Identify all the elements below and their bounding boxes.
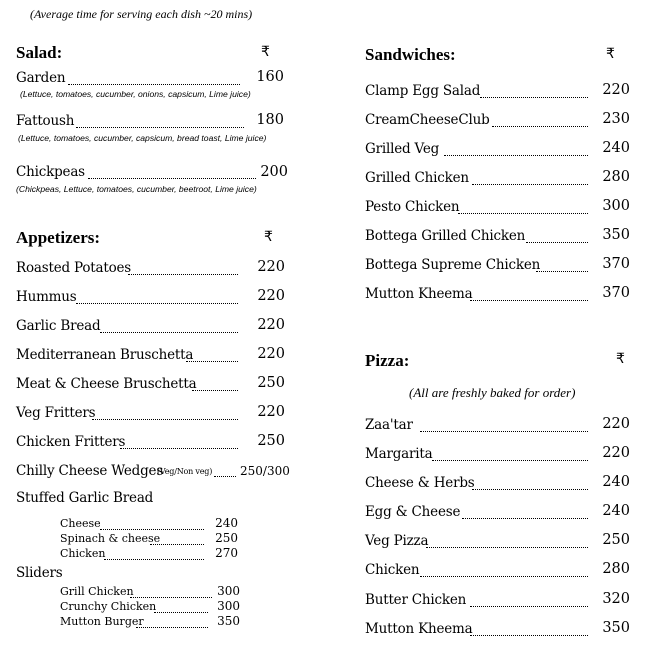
dot-leader (470, 300, 588, 301)
salad-item-price: 200 (260, 164, 288, 180)
salad-item-name: Fattoush (16, 113, 75, 129)
sandwich-item-price: 240 (602, 140, 630, 156)
sandwich-item-name: CreamCheeseClub (365, 112, 490, 128)
dot-leader (68, 84, 240, 85)
dot-leader (104, 559, 204, 560)
slider-item-name: Grill Chicken (60, 585, 134, 598)
dot-leader (526, 242, 588, 243)
dot-leader (458, 213, 588, 214)
pizza-heading: Pizza: (365, 351, 410, 370)
dot-leader (492, 126, 588, 127)
garlic-bread-item-price: 240 (215, 516, 238, 530)
dot-leader (214, 476, 236, 477)
dot-leader (444, 155, 588, 156)
appetizer-item-name: Roasted Potatoes (16, 260, 132, 276)
dot-leader (470, 606, 588, 607)
appetizer-item-price: 220 (257, 288, 285, 304)
slider-item-name: Crunchy Chicken (60, 600, 157, 613)
pizza-item-name: Veg Pizza (365, 533, 429, 549)
pizza-item-name: Egg & Cheese (365, 504, 461, 520)
pizza-item-price: 220 (602, 416, 630, 432)
dot-leader (426, 547, 588, 548)
garlic-bread-item-price: 270 (215, 546, 238, 560)
appetizer-item-name: Veg Fritters (16, 405, 96, 421)
dot-leader (472, 184, 588, 185)
dot-leader (192, 390, 238, 391)
salad-currency-icon: ₹ (261, 44, 270, 60)
dot-leader (92, 419, 238, 420)
dot-leader (76, 127, 244, 128)
dot-leader (130, 597, 212, 598)
sandwich-item-price: 280 (602, 169, 630, 185)
serving-time-note: (Average time for serving each dish ~20 mins) (30, 7, 253, 21)
appetizer-item-price: 250 (257, 375, 285, 391)
pizza-item-name: Margarita (365, 446, 433, 462)
appetizer-item-price: 250/300 (240, 464, 290, 478)
sandwich-item-name: Grilled Chicken (365, 170, 469, 186)
stuffed-garlic-bread-heading: Stuffed Garlic Bread (16, 490, 154, 506)
pizza-item-name: Butter Chicken (365, 592, 467, 608)
pizza-item-price: 240 (602, 474, 630, 490)
appetizer-item-qualifier: (Veg/Non veg) (157, 467, 213, 476)
salad-heading: Salad: (16, 43, 63, 62)
dot-leader (100, 332, 238, 333)
dot-leader (186, 361, 238, 362)
appetizer-item-name: Mediterranean Bruschetta (16, 347, 194, 363)
sandwich-item-price: 370 (602, 285, 630, 301)
salad-item-description: (Lettuce, tomatoes, cucumber, onions, capsicum, Lime juice) (20, 89, 251, 99)
pizza-item-price: 280 (602, 561, 630, 577)
dot-leader (100, 529, 204, 530)
dot-leader (154, 612, 208, 613)
sliders-heading: Sliders (16, 565, 63, 581)
dot-leader (128, 274, 238, 275)
salad-item-description: (Chickpeas, Lettuce, tomatoes, cucumber, beetroot, Lime juice) (16, 184, 257, 194)
dot-leader (420, 431, 588, 432)
garlic-bread-item-name: Cheese (60, 517, 101, 530)
salad-item-price: 180 (256, 112, 284, 128)
sandwich-item-name: Mutton Kheema (365, 286, 473, 302)
pizza-item-name: Zaa'tar (365, 417, 413, 433)
sandwich-item-name: Clamp Egg Salad (365, 83, 481, 99)
dot-leader (480, 97, 588, 98)
sandwiches-heading: Sandwiches: (365, 45, 456, 64)
appetizer-item-name: Chicken Fritters (16, 434, 126, 450)
appetizer-item-name: Garlic Bread (16, 318, 101, 334)
pizza-item-price: 220 (602, 445, 630, 461)
garlic-bread-item-name: Chicken (60, 547, 106, 560)
appetizers-heading: Appetizers: (16, 228, 101, 247)
appetizer-item-price: 220 (257, 259, 285, 275)
dot-leader (462, 518, 588, 519)
sandwich-item-name: Bottega Supreme Chicken (365, 257, 541, 273)
slider-item-price: 350 (217, 614, 240, 628)
dot-leader (136, 627, 208, 628)
pizza-item-name: Mutton Kheema (365, 621, 473, 637)
garlic-bread-item-price: 250 (215, 531, 238, 545)
dot-leader (420, 576, 588, 577)
appetizer-item-price: 250 (257, 433, 285, 449)
appetizer-item-price: 220 (257, 404, 285, 420)
dot-leader (536, 271, 588, 272)
pizza-note: (All are freshly baked for order) (409, 385, 576, 400)
pizza-item-name: Chicken (365, 562, 420, 578)
salad-item-name: Garden (16, 70, 66, 86)
sandwich-item-price: 350 (602, 227, 630, 243)
appetizer-item-name: Chilly Cheese Wedges (16, 463, 164, 479)
slider-item-name: Mutton Burger (60, 615, 144, 628)
garlic-bread-item-name: Spinach & cheese (60, 532, 161, 545)
sandwich-item-price: 300 (602, 198, 630, 214)
pizza-item-price: 240 (602, 503, 630, 519)
salad-item-name: Chickpeas (16, 164, 85, 180)
appetizer-item-price: 220 (257, 346, 285, 362)
sandwich-item-name: Bottega Grilled Chicken (365, 228, 526, 244)
pizza-currency-icon: ₹ (616, 351, 625, 367)
dot-leader (88, 178, 256, 179)
sandwich-item-price: 230 (602, 111, 630, 127)
appetizers-currency-icon: ₹ (264, 229, 273, 245)
slider-item-price: 300 (217, 599, 240, 613)
pizza-item-name: Cheese & Herbs (365, 475, 475, 491)
sandwich-item-name: Pesto Chicken (365, 199, 460, 215)
sandwich-item-price: 220 (602, 82, 630, 98)
salad-item-description: (Lettuce, tomatoes, cucumber, capsicum, bread toast, Lime juice) (18, 133, 267, 143)
appetizer-item-price: 220 (257, 317, 285, 333)
salad-item-price: 160 (256, 69, 284, 85)
dot-leader (120, 448, 238, 449)
appetizer-item-name: Hummus (16, 289, 77, 305)
appetizer-item-name: Meat & Cheese Bruschetta (16, 376, 197, 392)
pizza-item-price: 250 (602, 532, 630, 548)
dot-leader (470, 635, 588, 636)
sandwich-item-name: Grilled Veg (365, 141, 440, 157)
sandwiches-currency-icon: ₹ (606, 46, 615, 62)
pizza-item-price: 350 (602, 620, 630, 636)
dot-leader (150, 544, 204, 545)
slider-item-price: 300 (217, 584, 240, 598)
sandwich-item-price: 370 (602, 256, 630, 272)
dot-leader (76, 303, 238, 304)
pizza-item-price: 320 (602, 591, 630, 607)
dot-leader (432, 460, 588, 461)
dot-leader (472, 489, 588, 490)
